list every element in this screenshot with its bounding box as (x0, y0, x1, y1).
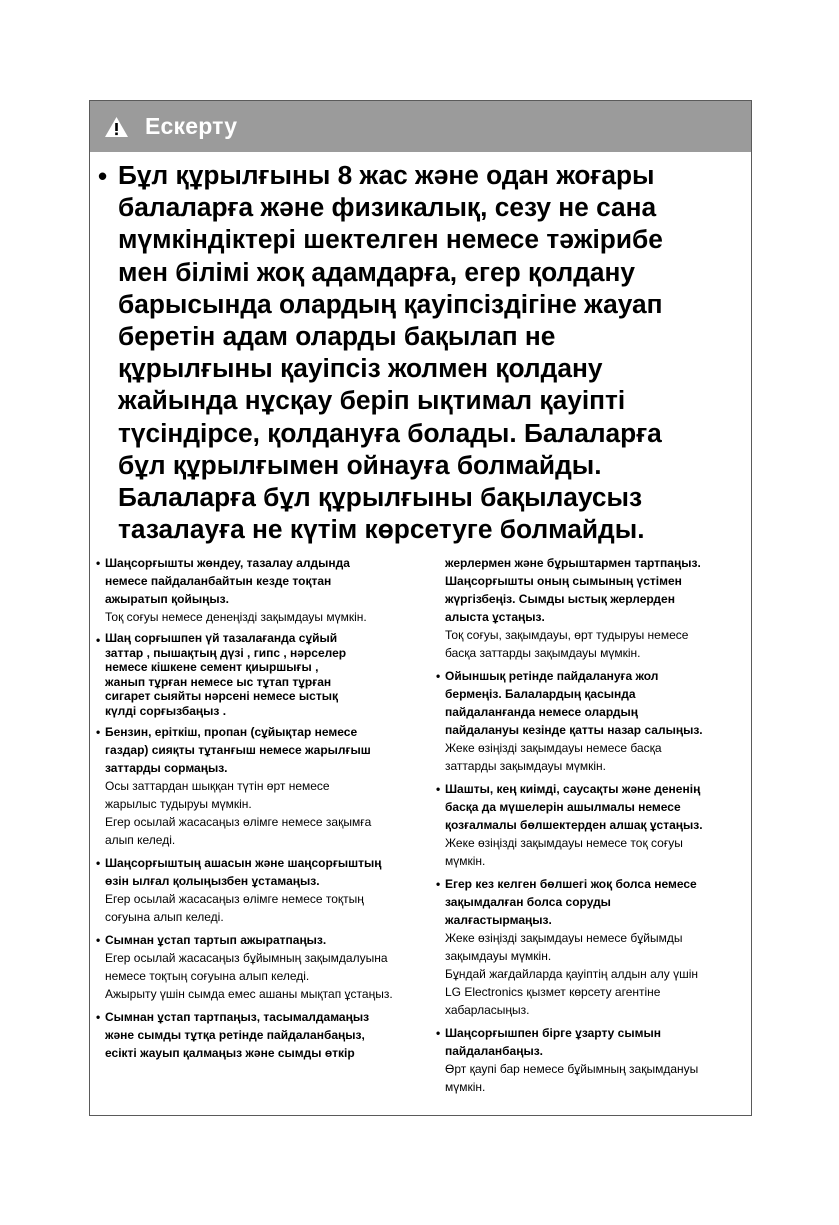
warning-item-bold-line: зақымдалған болса соруды (445, 895, 611, 909)
warning-item-bold-line: заттарды сормаңыз. (105, 761, 228, 775)
warning-item-line: Тоқ соғуы, зақымдауы, өрт тудыруы немесе (445, 628, 689, 642)
warning-item (96, 1008, 428, 1062)
warning-item-bold-line: Сымнан ұстап тартпаңыз, тасымалдамаңыз (105, 1010, 370, 1024)
main-warning-line: түсіндірсе, қолдануға болады. Балаларға (118, 417, 662, 448)
warning-item-line: Егер осылай жасасаңыз өлімге немесе тоқтың (105, 892, 364, 906)
warning-item-bold-line: Сымнан ұстап тартып ажыратпаңыз. (105, 933, 327, 947)
warning-item-bold-line: жүргізбеңіз. Сымды ыстық жерлерден (445, 592, 675, 606)
warning-item-line: Осы заттардан шыққан түтін өрт немесе (105, 779, 330, 793)
warning-item-line: Жеке өзіңізді зақымдауы немесе бұйымды (445, 931, 683, 945)
warning-item-bold-line: есікті жауып қалмаңыз және сымды өткір (105, 1046, 355, 1060)
warning-item-bold-line: қозғалмалы бөлшектерден алшақ ұстаңыз. (445, 818, 703, 832)
main-warning-line: тазалауға не күтім көрсетуге болмайды. (118, 514, 645, 545)
warning-item-line: заттарды зақымдауы мүмкін. (445, 759, 606, 773)
left-column (96, 554, 428, 1067)
bullet: • (96, 633, 101, 647)
warning-item-line: Ажырыту үшін сымда емес ашаны мықтап ұстаңыз. (105, 987, 393, 1001)
warning-item (96, 554, 428, 626)
warning-item-bold-line: немесе кішкене семент қиыршығы , (105, 660, 319, 674)
warning-item-bold-line: күлді сорғызбаңыз . (105, 703, 227, 718)
warning-item-line: соғуына алып келеді. (105, 910, 224, 924)
warning-item-bold-line: пайдаланбаңыз. (445, 1044, 544, 1058)
warning-item-bold-line: немесе пайдаланбайтын кезде тоқтан (105, 574, 332, 588)
bullet: • (436, 877, 441, 891)
warning-item-bold-line: жерлермен және бұрыштармен тартпаңыз. (445, 556, 701, 570)
warning-item-bold-line: Бензин, еріткіш, пропан (сұйықтар немесе (105, 725, 358, 739)
warning-item-bold-line: жанып тұрған немесе ыс тұтап тұрған (105, 674, 332, 689)
main-warning-text (118, 159, 663, 545)
warning-item-bold-line: Шашты, кең киімді, саусақты және дененің (445, 782, 701, 796)
warning-item-bold-line: заттар , пышақтың дүзі , гипс , нәрселер (105, 645, 347, 660)
warning-item-bold-line: жалғастырмаңыз. (445, 913, 552, 927)
warning-item-line: алып келеді. (105, 833, 176, 847)
warning-item-bold-line: пайдалануы кезінде қатты назар салыңыз. (445, 723, 703, 737)
warning-item-line: мүмкін. (445, 1080, 486, 1094)
warning-item-bold-line: сигарет сыяйты нәрсені немесе ыстық (105, 689, 338, 703)
warning-item-line: немесе тоқтың соғуына алып келеді. (105, 969, 310, 983)
warning-item-line: Жеке өзіңізді зақымдауы немесе тоқ соғуы (445, 836, 683, 850)
warning-item-bold-line: Шаңсорғышты оның сымының үстімен (445, 574, 682, 588)
warning-item-line: зақымдауы мүмкін. (445, 949, 552, 963)
warning-item-line: мүмкін. (445, 854, 486, 868)
warning-item-line: хабарласыңыз. (445, 1003, 530, 1017)
main-warning-line: Бұл құрылғыны 8 жас және одан жоғары (118, 160, 655, 190)
warning-item-bold-line: бермеңіз. Балалардың қасында (445, 687, 636, 701)
warning-item-line: Өрт қаупі бар немесе бұйымның зақымдануы (445, 1062, 699, 1076)
warning-item (96, 854, 428, 926)
warning-item-line: басқа заттарды зақымдауы мүмкін. (445, 646, 641, 660)
warning-item-bold-line: Ойыншық ретінде пайдалануға жол (445, 669, 659, 683)
warning-item-bold-line: өзін ылғал қолыңызбен ұстамаңыз. (105, 874, 320, 888)
warning-item-bold-line: алыста ұстаңыз. (445, 610, 545, 624)
warning-item (436, 875, 746, 1019)
main-warning-line: барысында олардың қауіпсіздігіне жауап (118, 288, 663, 319)
warning-item-bold-line: Егер кез келген бөлшегі жоқ болса немесе (445, 877, 697, 891)
bullet: • (436, 782, 441, 796)
warning-item-continued (436, 554, 746, 662)
warning-item-bold-line: Шаңсорғыштың ашасын және шаңсорғыштың (105, 856, 382, 870)
bullet: • (98, 161, 108, 191)
bullet: • (436, 669, 441, 683)
warning-triangle-icon (104, 116, 129, 138)
main-warning-line: Балаларға бұл құрылғыны бақылаусыз (118, 482, 643, 513)
bullet: • (96, 556, 101, 570)
warning-item-line: Тоқ соғуы немесе денеңізді зақымдауы мүмкін. (105, 610, 367, 624)
warning-item-bold-line: ажыратып қойыңыз. (105, 592, 229, 606)
warning-item-bold-line: Шаң сорғышпен үй тазалағанда сұйый (105, 631, 338, 645)
warning-item-bold-line: пайдаланғанда немесе олардың (445, 705, 638, 719)
bullet: • (96, 1010, 101, 1024)
main-warning-line: құрылғыны қауіпсіз жолмен қолдану (118, 353, 603, 384)
main-warning-line: жайында нұсқау беріп ықтимал қауіпті (118, 385, 626, 416)
warning-item-line: Егер осылай жасасаңыз өлімге немесе зақымға (105, 815, 372, 829)
warning-item (96, 723, 428, 849)
main-warning-line: мен білімі жоқ адамдарға, егер қолдану (118, 256, 636, 287)
warning-item-line: LG Electronics қызмет көрсету агентіне (445, 985, 661, 999)
main-warning-line: балаларға және физикалық, сезу не сана (118, 192, 657, 223)
bullet: • (96, 933, 101, 947)
warning-item-bold-line: газдар) сияқты тұтанғыш немесе жарылғыш (105, 743, 371, 757)
main-warning-line: беретін адам оларды бақылап не (118, 321, 556, 352)
warning-item-line: жарылыс тудыруы мүмкін. (105, 797, 252, 811)
warning-item (436, 1024, 746, 1096)
warning-item-line: Бұндай жағдайларда қауіптің алдын алу үшін (445, 967, 699, 981)
main-warning-line: мүмкіндіктері шектелген немесе тәжірибе (118, 224, 663, 255)
warning-item (96, 631, 428, 718)
warning-header (90, 101, 751, 152)
warning-item-bold-line: Шаңсорғышпен бірге ұзарту сымын (445, 1026, 661, 1040)
bullet: • (96, 856, 101, 870)
bullet: • (96, 725, 101, 739)
warning-item (96, 931, 428, 1003)
warning-title: Ескерту (145, 113, 238, 139)
bullet: • (436, 1026, 441, 1040)
warning-item-bold-line: Шаңсорғышты жөндеу, тазалау алдында (105, 556, 350, 570)
right-column (436, 554, 746, 1101)
warning-box (89, 100, 752, 1116)
warning-item-line: Жеке өзіңізді зақымдауы немесе басқа (445, 741, 662, 755)
warning-item (436, 780, 746, 870)
warning-item-bold-line: басқа да мүшелерін ашылмалы немесе (445, 800, 681, 814)
main-warning (98, 159, 733, 545)
warning-item-bold-line: және сымды тұтқа ретінде пайдаланбаңыз, (105, 1028, 365, 1042)
warning-item-line: Егер осылай жасасаңыз бұйымның зақымдалуына (105, 951, 388, 965)
main-warning-line: бұл құрылғымен ойнауға болмайды. (118, 449, 602, 480)
warning-item (436, 667, 746, 775)
